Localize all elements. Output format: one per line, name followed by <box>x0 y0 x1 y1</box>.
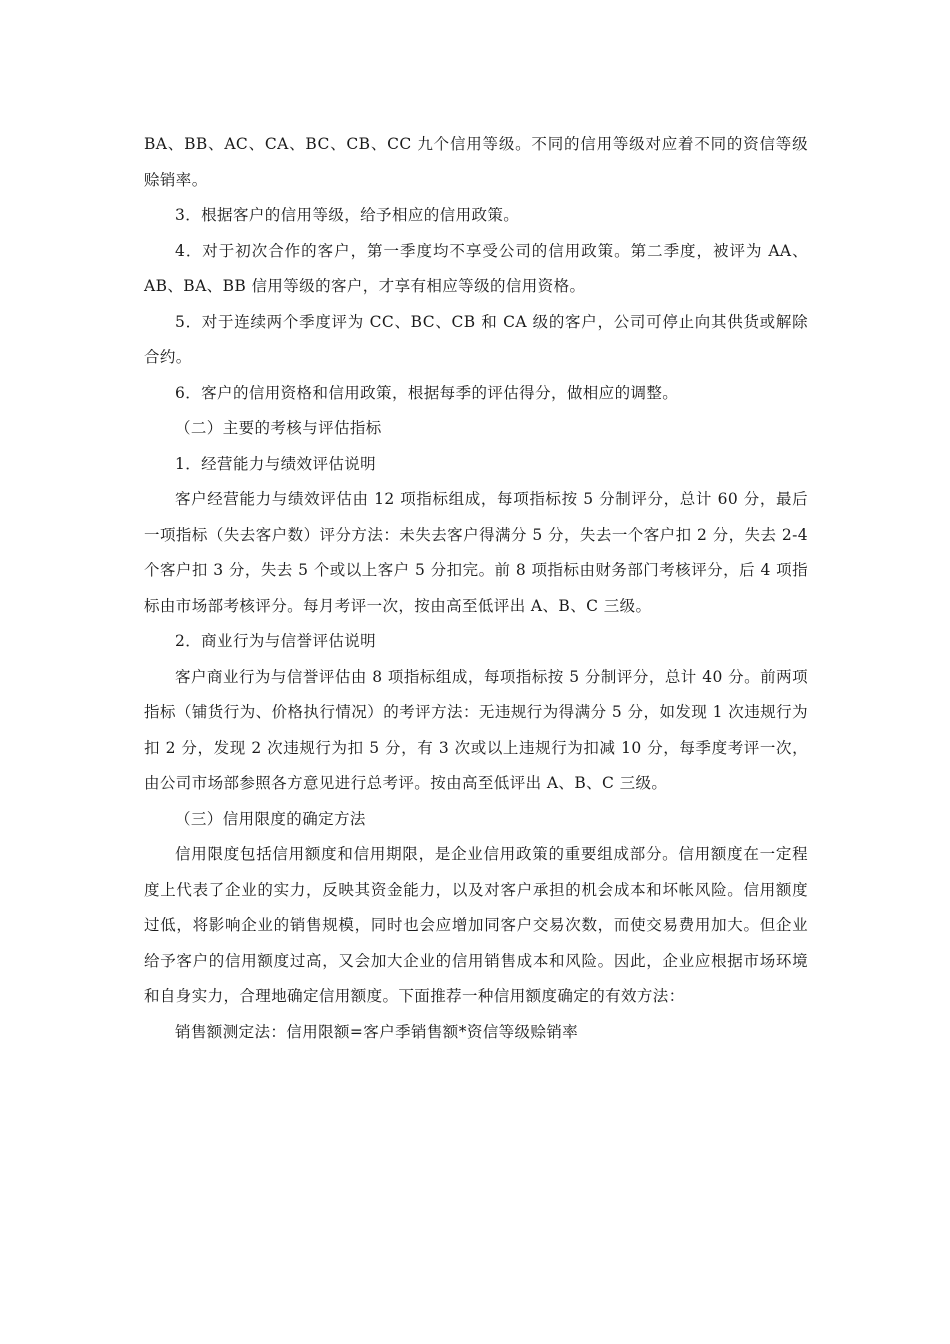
paragraph-performance-evaluation: 客户经营能力与绩效评估由 12 项指标组成，每项指标按 5 分制评分，总计 60 分，最后一项指标（失去客户数）评分方法：未失去客户得满分 5 分，失去一个客户扣 2 分，失去 2-4 个客户扣 3 分，失去 5 个或以上客户 5 分扣完。前 8 项指标由财务部门考核评分，后 4 项指标由市场部考核评分。每月考评一次，按由高至低评出 A、B、C 三级。 <box>144 490 808 615</box>
paragraph-item-4: 4．对于初次合作的客户，第一季度均不享受公司的信用政策。第二季度，被评为 AA、AB、BA、BB 信用等级的客户，才享有相应等级的信用资格。 <box>144 241 808 295</box>
section-heading-3: （三）信用限度的确定方法 <box>175 809 366 828</box>
section-heading-2: （二）主要的考核与评估指标 <box>175 419 382 437</box>
paragraph-item-3: 3．根据客户的信用等级，给予相应的信用政策。 <box>175 206 520 224</box>
subheading-2: 2．商业行为与信誉评估说明 <box>175 632 377 650</box>
paragraph-formula: 销售额测定法：信用限额=客户季销售额*资信等级赊销率 <box>175 1022 579 1041</box>
paragraph-business-behavior: 客户商业行为与信誉评估由 8 项指标组成，每项指标按 5 分制评分，总计 40 分。前两项指标（铺货行为、价格执行情况）的考评方法：无违规行为得满分 5 分，如发现 1 次违规行为扣 2 分，发现 2 次违规行为扣 5 分，有 3 次或以上违规行为扣减 10 分，每季度考评一次，由公司市场部参照各方意见进行总考评。按由高至低评出 A、B、C 三级。 <box>144 667 808 792</box>
paragraph-item-6: 6．客户的信用资格和信用政策，根据每季的评估得分，做相应的调整。 <box>175 383 679 402</box>
paragraph-item-5: 5．对于连续两个季度评为 CC、BC、CB 和 CA 级的客户，公司可停止向其供货或解除合约。 <box>144 312 808 366</box>
subheading-1: 1．经营能力与绩效评估说明 <box>175 454 377 473</box>
paragraph-credit-limit: 信用限度包括信用额度和信用期限，是企业信用政策的重要组成部分。信用额度在一定程度上代表了企业的实力，反映其资金能力，以及对客户承担的机会成本和坏帐风险。信用额度过低，将影响企业的销售规模，同时也会应增加同客户交易次数，而使交易费用加大。但企业给予客户的信用额度过高，又会加大企业的信用销售成本和风险。因此，企业应根据市场环境和自身实力，合理地确定信用额度。下面推荐一种信用额度确定的有效方法： <box>144 845 808 1005</box>
document-page <box>144 127 808 1050</box>
paragraph-credit-levels: BA、BB、AC、CA、BC、CB、CC 九个信用等级。不同的信用等级对应着不同的资信等级赊销率。 <box>144 135 808 189</box>
